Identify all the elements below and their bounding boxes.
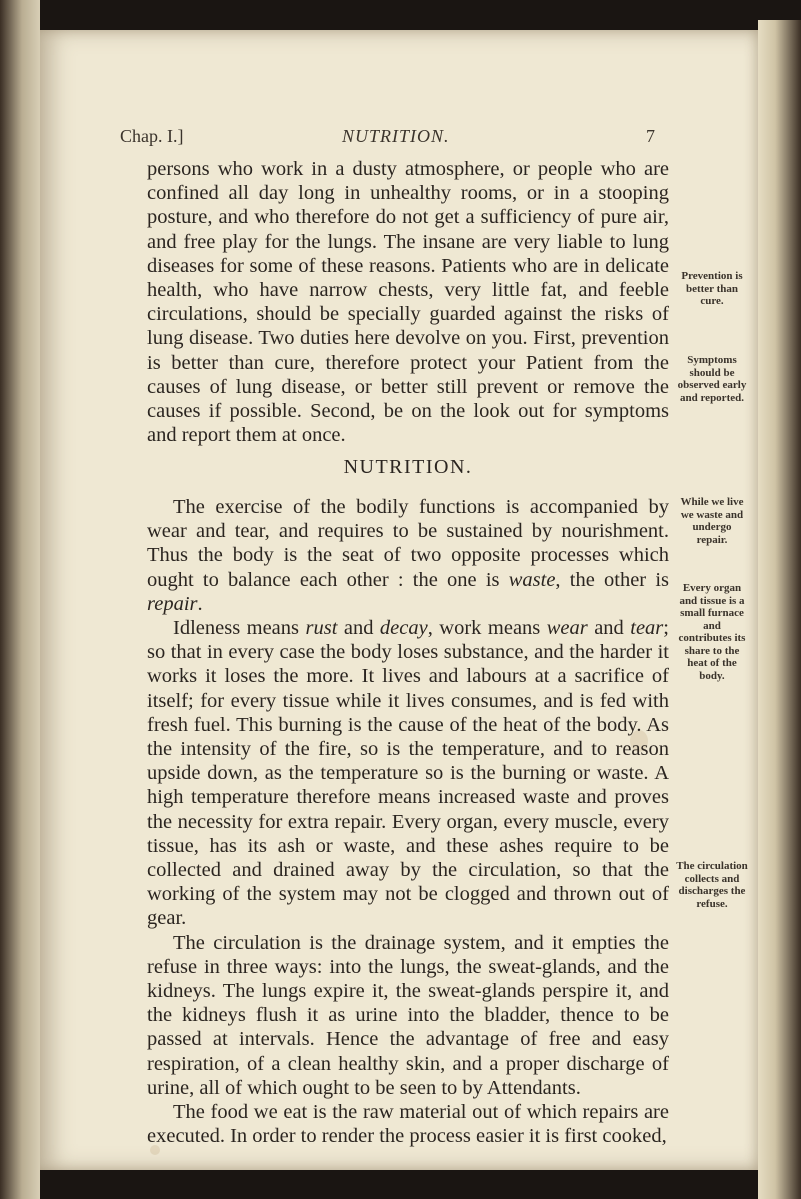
paragraph-lung-disease: persons who work in a dusty atmosphere, or people who are confined all day long in unhealthy rooms, or in a stooping posture, and who therefore do not get a sufficiency of pure air, and free play for the lungs. The insane are very liable to lung diseases for some of these reasons. Patients who are in delicate health, who have narrow chests, very little fat, and feeble circulations, should be specially guarded against the risks of lung disease. Two duties here devolve on you. First, prevention is better than cure, therefore protect your Patient from the causes of lung disease, or better still prevent or remove the causes if possible. Second, be on the look out for symptoms and report them at once. xyxy=(147,158,669,447)
text-run: The exercise of the bodily functions is accompanied by wear and tear, and requires to be sustained by nourishment. Thus the body is the seat of two opposite processes which ought to balance each other : the one is xyxy=(147,496,669,591)
margin-note-waste-repair: While we live we waste and undergo repair. xyxy=(680,496,744,546)
italic-term: wear xyxy=(546,617,588,640)
paragraph-circulation: The circulation is the drainage system, and it empties the refuse in three ways: into the lungs, the sweat-glands, and the kidneys. The lungs expire it, the sweat-glands perspire it, and the kidneys flush it as urine into the bladder, thence to be passed at intervals. Hence the advantage of free and easy respiration, of a clean healthy skin, and a proper discharge of urine, all of which ought to be seen to by Attendants. xyxy=(147,931,669,1099)
chapter-label: Chap. I.] xyxy=(120,126,184,146)
paragraph-wear-and-tear xyxy=(147,495,669,616)
paragraph-idleness xyxy=(147,616,669,931)
page-number: 7 xyxy=(646,126,655,146)
margin-note-circulation: The circulation collects and discharges the refuse. xyxy=(676,860,748,910)
page-edge xyxy=(758,20,801,1199)
italic-term: rust xyxy=(305,617,338,640)
body-section-1 xyxy=(147,157,669,447)
body-section-2 xyxy=(147,495,669,1148)
text-run: and xyxy=(587,617,631,640)
paragraph-food: The food we eat is the raw material out of which repairs are executed. In order to render the process easier it is first cooked, xyxy=(147,1101,669,1148)
italic-term: waste xyxy=(508,568,556,591)
book-gutter xyxy=(0,0,40,1199)
text-run: and xyxy=(337,617,380,640)
text-run: , work means xyxy=(427,617,547,640)
text-run: . xyxy=(197,592,203,615)
text-run: , the other is xyxy=(555,568,669,591)
text-run: ; so that in every case the body loses substance, and the harder it works it loses the more. It lives and labours at a sacrifice of itself; for every tissue while it lives consumes, and is fed with fresh fuel. This burning is the cause of the heat of the body. As the intensity of the fire, so is the temperature, and to reason upside down, as the temperature so is the burning or waste. A high temperature therefore means increased waste and proves the necessity for extra repair. Every organ, every muscle, every tissue, has its ash or waste, and these ashes require to be collected and drained away by the circulation, so that the working of the system may not be clogged and thrown out of gear. xyxy=(147,617,669,930)
italic-term: repair xyxy=(147,592,198,615)
margin-note-prevention: Prevention is better than cure. xyxy=(681,270,743,307)
section-heading: NUTRITION. xyxy=(343,456,473,478)
running-title: NUTRITION. xyxy=(342,126,450,146)
margin-note-symptoms: Symptoms should be observed early and reported. xyxy=(677,354,747,404)
margin-note-furnace: Every organ and tissue is a small furnace and contributes its share to the heat of the body. xyxy=(678,582,746,682)
italic-term: tear xyxy=(630,617,664,640)
text-run: Idleness means xyxy=(173,617,306,640)
running-head xyxy=(120,126,655,148)
italic-term: decay xyxy=(379,617,428,640)
